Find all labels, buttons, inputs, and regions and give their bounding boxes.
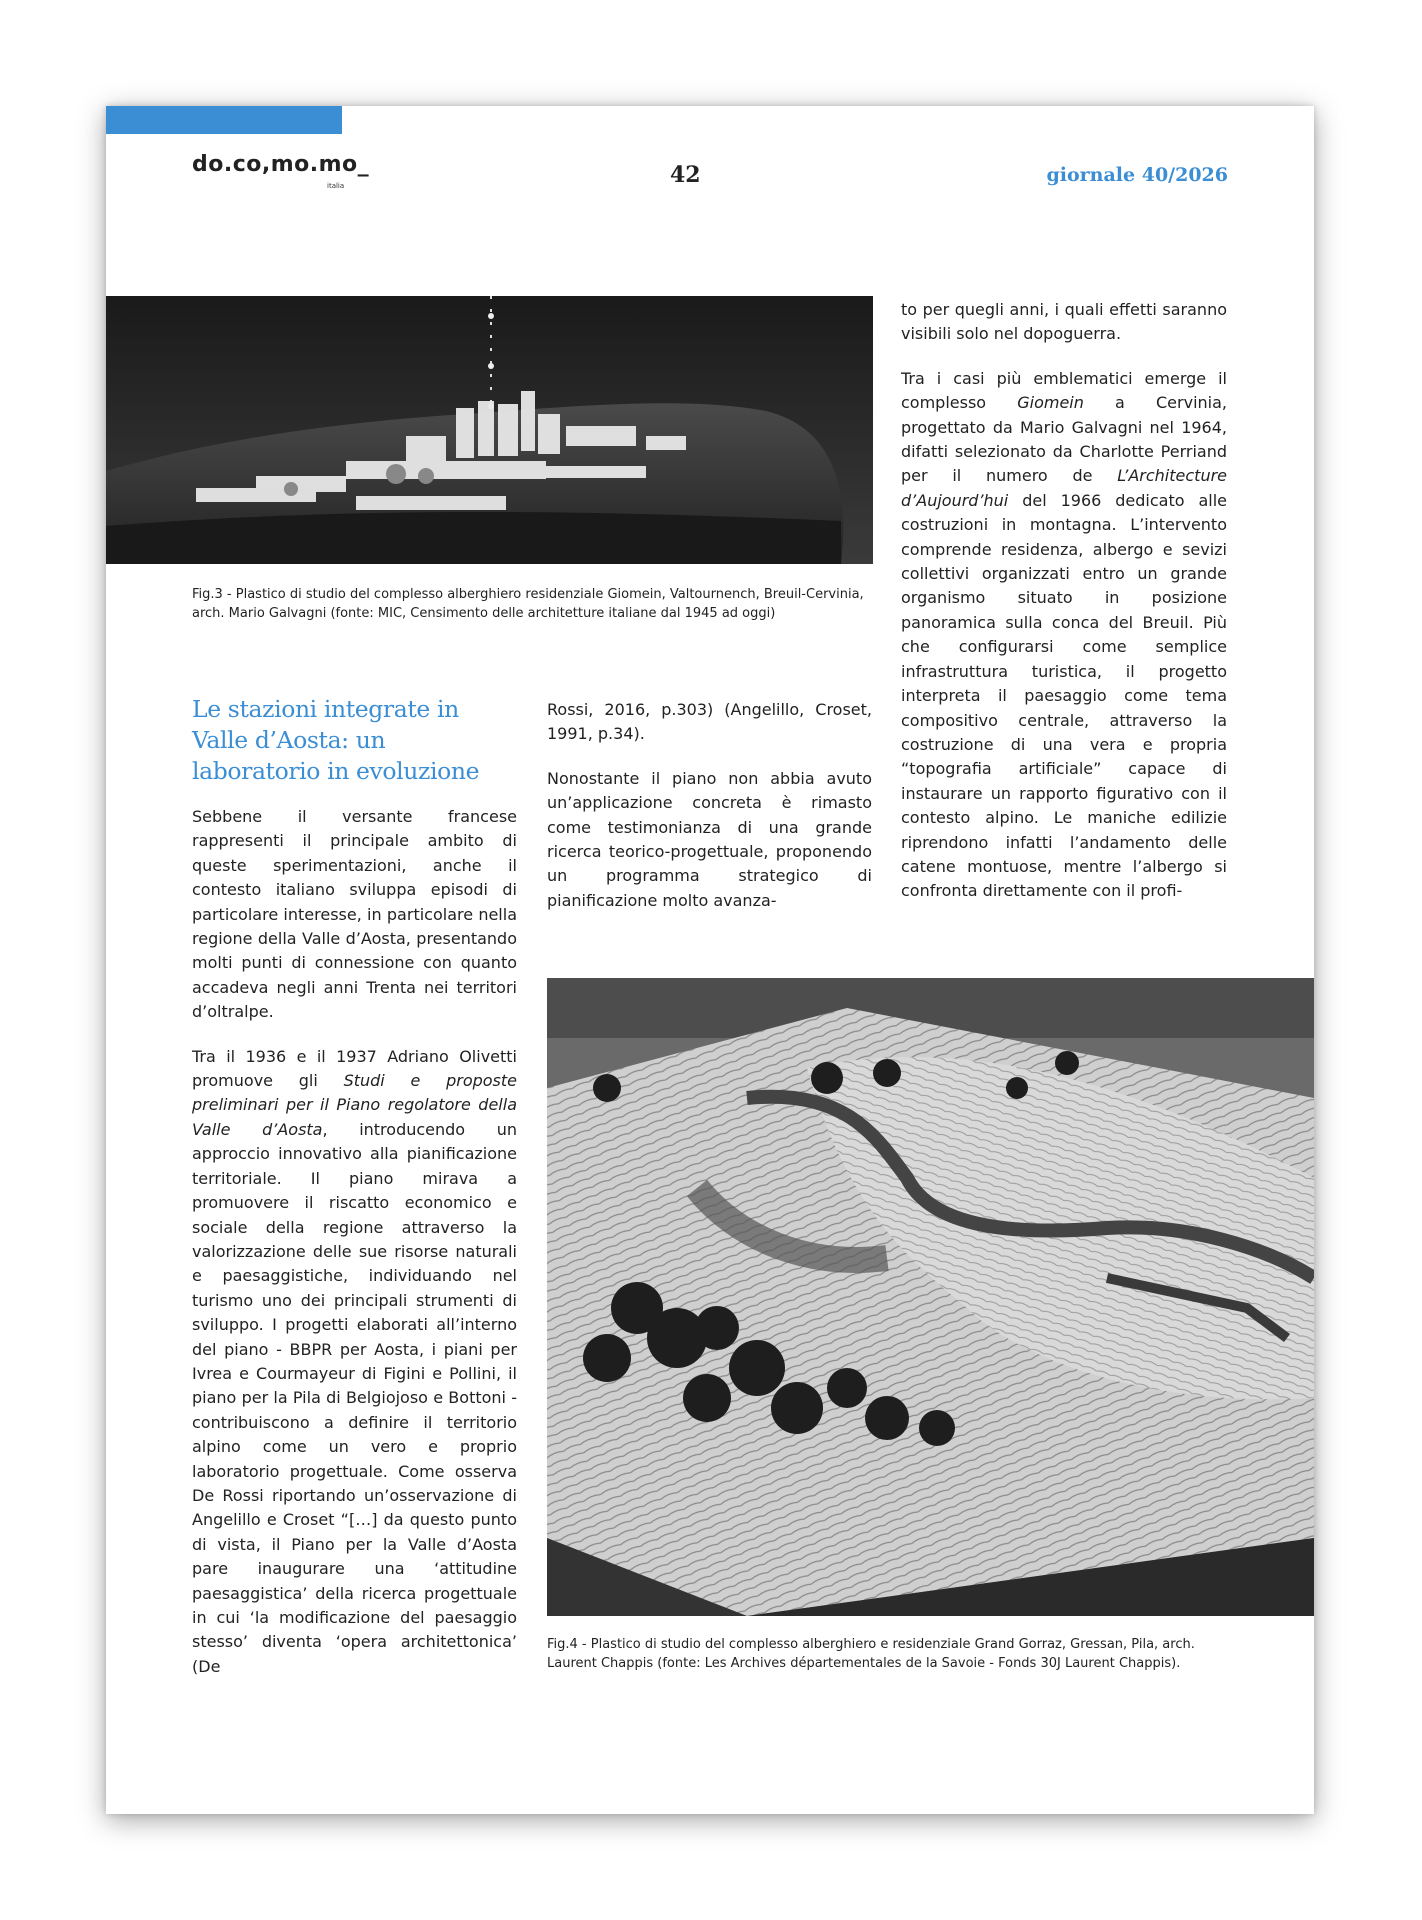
paragraph-mid-2: Nonostante il piano non abbia avuto un’applicazione concreta è rimasto come testimonianza di una grande ricerca teorico-progettuale, proponendo un programma strategico di pianificazione molto avanza- — [547, 768, 872, 910]
section-heading: Le stazioni integrate in Valle d’Aosta: un laboratorio in evoluzione — [192, 695, 480, 785]
paragraph-left-2: Tra il 1936 e il 1937 Adriano Olivetti promuove gli Studi e proposte preliminari per il Piano regolatore della Valle d’Aosta, introducendo un approccio innovativo alla pianificazione territoriale. Il piano mirava a promuovere il riscatto economico e sociale della regione attraverso la valorizzazione delle sue risorse naturali e paesaggistiche, individuando nel turismo uno dei principali strumenti di sviluppo. I progetti elaborati all’interno del piano - BBPR per Aosta, i piani per Ivrea e Courmayeur di Figini e Pollini, il piano per la Pila di Belgiojoso e Bottoni - contribuiscono a definire il territorio alpino come un vero e proprio laboratorio progettuale. Come osserva De Rossi riportando un’osservazione di Angelillo e Croset “[…] da questo punto di vista, il Piano per la Valle d’Aosta pare inaugurare una ‘attitudine paesaggistica’ della ricerca progettuale in cui ‘la modificazione del paesaggio stesso’ diventa ‘opera architettonica’ (De — [192, 1046, 518, 1676]
figure-4-photo — [547, 978, 1314, 1616]
figure-4-image — [547, 978, 1314, 1616]
paragraph-right-2: Tra i casi più emblematici emerge il complesso Giomein a Cervinia, progettato da Mario Galvagni nel 1964, difatti selezionato da Charlotte Perriand per il numero de L’Architecture d’Aujourd’hui del 1966 dedicato alle costruzioni in montagna. L’intervento comprende residenza, albergo e sevizi collettivi organizzati entro un grande organismo situato in posizione panoramica sulla conca del Breuil. Più che configurarsi come semplice infrastruttura turistica, il progetto interpreta il paesaggio come tema compositivo centrale, attraverso la costruzione di una vera e propria “topografia artificiale” capace di instaurare un rapporto figurativo con il contesto alpino. Le maniche edilizie riprendono infatti l’andamento delle catene montuose, mentre l’albergo si confronta direttamente con il profi- — [901, 368, 1227, 901]
emphasis-journal-title: L’Architecture d’Aujourd’hui — [901, 466, 1227, 510]
paragraph-mid-1: Rossi, 2016, p.303) (Angelillo, Croset, 1991, p.34). — [547, 700, 872, 744]
page-sheet — [106, 106, 1314, 1814]
column-right — [901, 298, 1227, 924]
column-middle — [547, 698, 872, 933]
page-number: 42 — [670, 162, 701, 188]
column-left — [192, 694, 517, 1699]
logo: do.co,mo.mo_ — [192, 152, 370, 177]
issue-label: giornale 40/2026 — [1046, 164, 1228, 186]
emphasis-giomein: Giomein — [1017, 393, 1084, 413]
figure-3-photo — [106, 296, 873, 564]
emphasis-title-studi: Studi e proposte preliminari per il Piano regolatore della Valle d’Aosta — [192, 1071, 518, 1139]
figure-4-caption: Fig.4 - Plastico di studio del complesso alberghiero e residenziale Grand Gorraz, Gressan, Pila, arch. Laurent Chappis (fonte: Les Archives départementales de la Savoie - Fonds 30J Laurent Chappis). — [547, 1637, 1195, 1671]
figure-3-caption: Fig.3 - Plastico di studio del complesso alberghiero residenziale Giomein, Valtournench, Breuil-Cervinia, arch. Mario Galvagni (fonte: MIC, Censimento delle architetture italiane dal 1945 ad oggi) — [192, 587, 864, 621]
paragraph-left-1: Sebbene il versante francese rappresenti il principale ambito di queste sperimentazioni, anche il contesto italiano sviluppa episodi di particolare interesse, in particolare nella regione della Valle d’Aosta, presentando molti punti di connessione con quanto accadeva negli anni Trenta nei territori d’oltralpe. — [192, 807, 517, 1022]
figure-3-image — [106, 296, 873, 564]
accent-bar — [106, 106, 342, 134]
logo-subtitle: italia — [327, 182, 345, 190]
paragraph-right-1: to per quegli anni, i quali effetti saranno visibili solo nel dopoguerra. — [901, 300, 1227, 344]
